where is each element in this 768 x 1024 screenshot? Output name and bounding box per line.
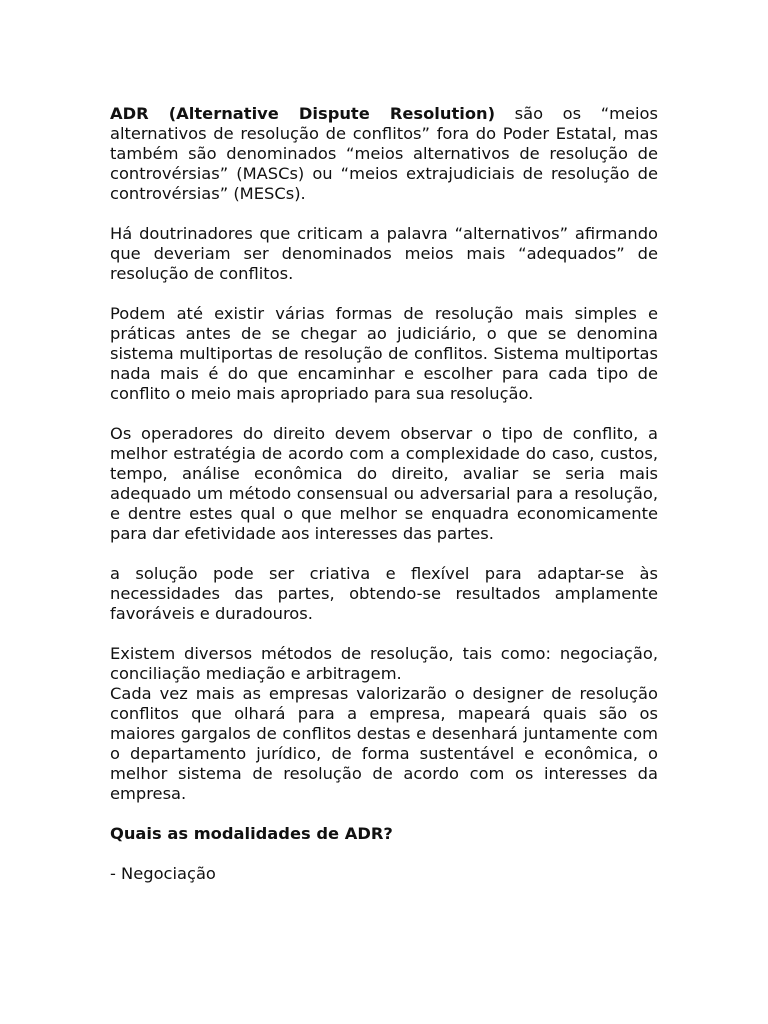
document-page [110, 104, 658, 884]
list-item-negociacao: - Negociação [110, 864, 216, 883]
section-heading: Quais as modalidades de ADR? [110, 824, 393, 843]
adr-term: ADR (Alternative Dispute Resolution) [110, 104, 496, 123]
paragraph-critics: Há doutrinadores que criticam a palavra “alternativos” afirmando que deveriam ser denominados meios mais “adequados” de resolução de conflitos. [110, 224, 658, 283]
paragraph-metodos: Existem diversos métodos de resolução, tais como: negociação, conciliação mediação e arbitragem. [110, 644, 658, 683]
adr-definition-text: são os “meios alternativos de resolução de conflitos” fora do Poder Estatal, mas também são denominados “meios alternativos de resolução de controvérsias” (MASCs) ou “meios extrajudiciais de resolução de controvérsias” (MESCs). [110, 104, 658, 203]
paragraph-adr-definition [110, 104, 658, 204]
paragraph-solucao: a solução pode ser criativa e flexível para adaptar-se às necessidades das partes, obtendo-se resultados amplamente favoráveis e duradouros. [110, 564, 658, 623]
paragraph-multiportas: Podem até existir várias formas de resolução mais simples e práticas antes de se chegar ao judiciário, o que se denomina sistema multiportas de resolução de conflitos. Sistema multiportas nada mais é do que encaminhar e escolher para cada tipo de conflito o meio mais apropriado para sua resolução. [110, 304, 658, 403]
paragraph-operadores: Os operadores do direito devem observar o tipo de conflito, a melhor estratégia de acordo com a complexidade do caso, custos, tempo, análise econômica do direito, avaliar se seria mais adequado um método consensual ou adversarial para a resolução, e dentre estes qual o que melhor se enquadra economicamente para dar efetividade aos interesses das partes. [110, 424, 658, 543]
paragraph-designer: Cada vez mais as empresas valorizarão o designer de resolução conflitos que olhará para a empresa, mapeará quais são os maiores gargalos de conflitos destas e desenhará juntamente com o departamento jurídico, de forma sustentável e econômica, o melhor sistema de resolução de acordo com os interesses da empresa. [110, 684, 658, 803]
